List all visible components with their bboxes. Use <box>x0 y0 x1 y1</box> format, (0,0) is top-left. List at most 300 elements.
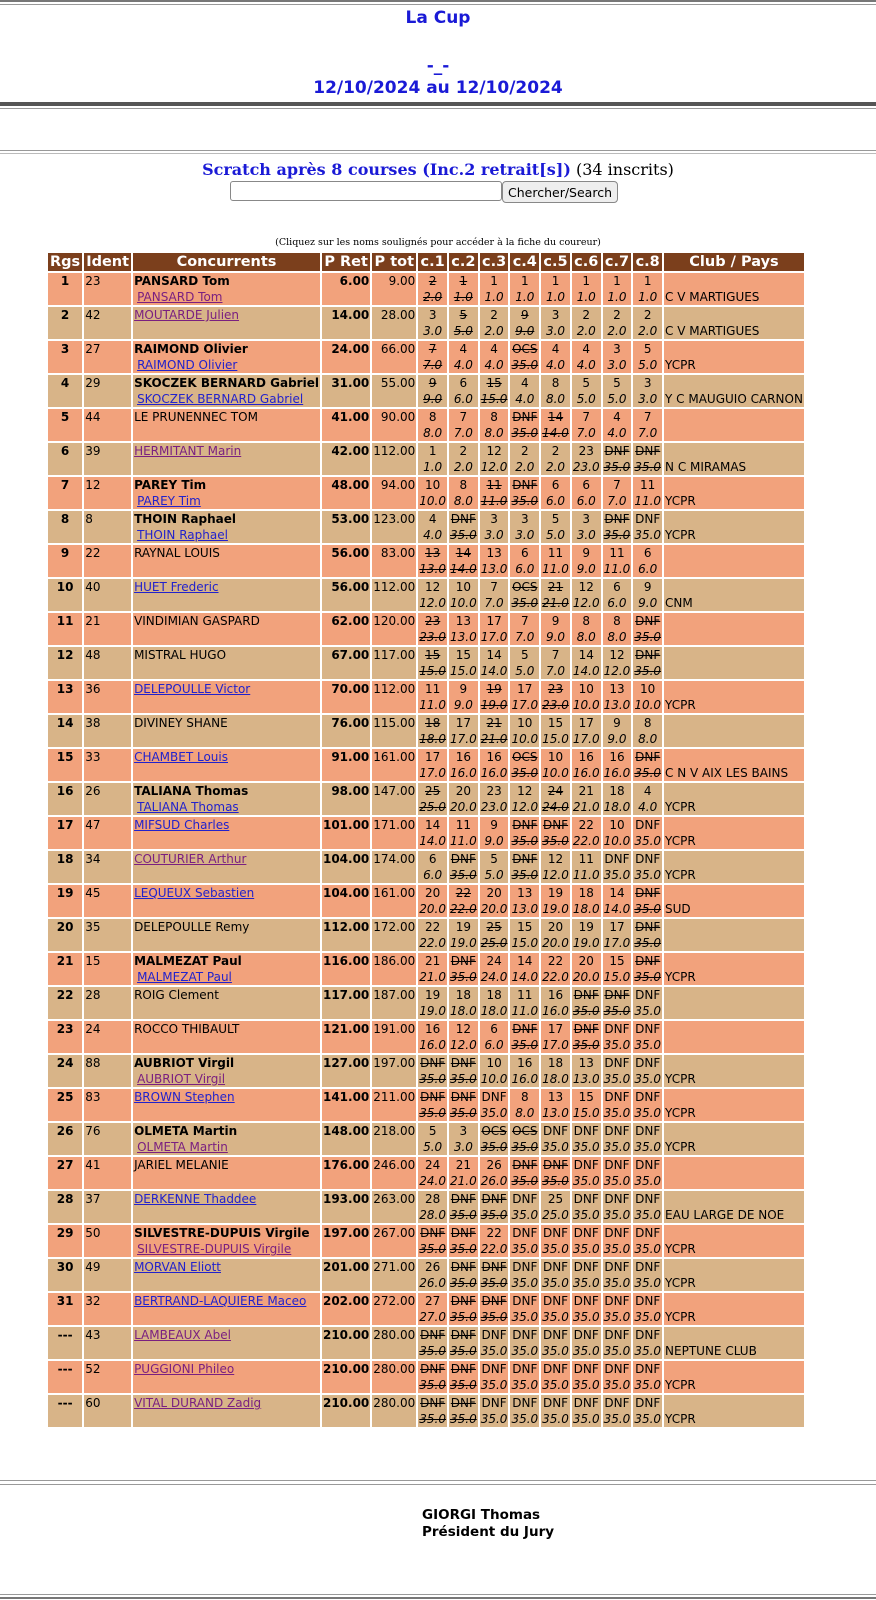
competitor-link[interactable]: LEQUEUX Sebastien <box>134 886 255 900</box>
race-place: OCS <box>481 1124 507 1138</box>
race-place: 19 <box>547 886 564 900</box>
net-points-cell: 24.00 <box>322 341 370 373</box>
race-place: 14 <box>578 648 594 662</box>
race-score: 16.0 <box>450 766 477 780</box>
race-score: 35.0 <box>572 1310 600 1324</box>
competitor-link[interactable]: MALMEZAT Paul <box>137 970 232 984</box>
race-cell <box>480 1361 509 1393</box>
race-place: 5 <box>613 376 621 390</box>
race-place: 4 <box>428 512 437 526</box>
column-header: Concurrents <box>133 253 320 271</box>
table-row <box>48 1055 804 1087</box>
race-cell <box>633 307 662 339</box>
race-place: 14 <box>609 886 625 900</box>
race-place: DNF <box>450 954 476 968</box>
competitor-cell <box>133 375 320 407</box>
race-cell <box>510 511 539 543</box>
total-points-cell: 272.00 <box>372 1293 416 1325</box>
competitor-cell <box>133 1123 320 1155</box>
race-place: 10 <box>486 1056 502 1070</box>
competitor-link-line <box>134 969 319 985</box>
table-row <box>48 477 804 509</box>
race-place: DNF <box>450 1396 476 1410</box>
race-cell <box>603 681 632 713</box>
table-row <box>48 885 804 917</box>
column-header: Rgs <box>50 254 81 270</box>
race-place: DNF <box>635 954 661 968</box>
table-row <box>48 1259 804 1291</box>
net-points-cell: 41.00 <box>322 409 370 441</box>
race-cell <box>633 1327 662 1359</box>
competitor-cell <box>133 1021 320 1053</box>
race-cell <box>510 545 539 577</box>
competitor-cell <box>133 1055 320 1087</box>
race-score: 35.0 <box>634 1038 662 1052</box>
race-score: 35.0 <box>450 970 477 984</box>
race-score: 15.0 <box>480 392 508 406</box>
race-cell <box>541 1395 570 1427</box>
competitor-wrap <box>134 715 319 747</box>
competitor-cell <box>133 953 320 985</box>
race-place: 25 <box>425 784 441 798</box>
race-place: 3 <box>643 376 652 390</box>
race-cell <box>449 307 478 339</box>
club-cell: YCPR <box>664 1225 804 1257</box>
race-place: 10 <box>425 478 441 492</box>
race-place: 19 <box>486 682 502 696</box>
table-row <box>48 817 804 849</box>
search-button[interactable]: Chercher/Search <box>502 181 618 203</box>
race-cell <box>480 443 509 475</box>
total-points-cell: 112.00 <box>372 443 416 475</box>
race-place: 6 <box>551 478 560 492</box>
net-points-cell: 56.00 <box>322 579 370 611</box>
race-score: 35.0 <box>511 1412 539 1426</box>
race-score: 13.0 <box>603 698 631 712</box>
competitor-link[interactable]: THOIN Raphael <box>137 528 228 542</box>
club-cell: YCPR <box>664 783 804 815</box>
race-place: DNF <box>481 1192 507 1206</box>
race-score: 12.0 <box>572 596 600 610</box>
ident-cell: 45 <box>84 885 131 917</box>
race-score: 20.0 <box>450 800 477 814</box>
race-score: 1.0 <box>607 290 627 304</box>
race-score: 2.0 <box>515 460 535 474</box>
race-place: DNF <box>512 1294 538 1308</box>
race-score: 35.0 <box>634 1174 662 1188</box>
race-cell <box>510 375 539 407</box>
race-place: 26 <box>486 1158 502 1172</box>
race-score: 7.0 <box>545 664 566 678</box>
race-place: DNF <box>635 988 661 1002</box>
race-score: 35.0 <box>450 1208 477 1222</box>
race-cell <box>510 987 539 1019</box>
race-cell <box>449 273 478 305</box>
race-score: 17.0 <box>572 732 600 746</box>
race-cell <box>480 341 509 373</box>
race-score: 35.0 <box>450 1242 477 1256</box>
competitor-link[interactable]: AUBRIOT Virgil <box>137 1072 226 1086</box>
race-score: 10.0 <box>603 834 631 848</box>
jury-president-name: GIORGI Thomas <box>422 1507 541 1523</box>
race-cell <box>449 885 478 917</box>
race-place: 13 <box>455 614 471 628</box>
race-cell <box>633 1157 662 1189</box>
total-points-cell: 28.00 <box>372 307 416 339</box>
ident-cell: 50 <box>84 1225 131 1257</box>
rank-cell: 8 <box>48 511 82 543</box>
net-points-cell: 127.00 <box>322 1055 370 1087</box>
race-cell <box>480 613 509 645</box>
race-place: 17 <box>425 750 441 764</box>
race-cell <box>633 1293 662 1325</box>
ident-cell: 48 <box>84 647 131 679</box>
race-cell <box>449 1225 478 1257</box>
club-cell: C V MARTIGUES <box>664 307 804 339</box>
race-score: 35.0 <box>511 1174 539 1188</box>
race-place: DNF <box>604 852 630 866</box>
race-cell <box>480 1157 509 1189</box>
club-cell <box>664 613 804 645</box>
competitor-link[interactable]: OLMETA Martin <box>137 1140 228 1154</box>
race-place: DNF <box>604 1362 630 1376</box>
competitor-cell <box>133 545 320 577</box>
competitor-link[interactable]: MORVAN Eliott <box>134 1260 221 1274</box>
race-place: 15 <box>609 954 625 968</box>
competitor-link[interactable]: RAIMOND Olivier <box>137 358 238 372</box>
competitor-cell <box>133 341 320 373</box>
total-points-cell: 171.00 <box>372 817 416 849</box>
race-place: DNF <box>481 1260 507 1274</box>
competitor-link[interactable]: CHAMBET Louis <box>134 750 228 764</box>
total-points-cell: 280.00 <box>372 1361 416 1393</box>
race-cell <box>633 953 662 985</box>
net-points-cell: 197.00 <box>322 1225 370 1257</box>
competitor-wrap <box>134 1123 319 1155</box>
race-score: 35.0 <box>603 1106 631 1120</box>
net-points-cell: 91.00 <box>322 749 370 781</box>
ident-cell: 49 <box>84 1259 131 1291</box>
race-place: DNF <box>512 478 538 492</box>
race-cell <box>603 511 632 543</box>
race-place: 12 <box>517 784 533 798</box>
competitor-link[interactable]: DERKENNE Thaddee <box>134 1192 257 1206</box>
race-place: DNF <box>420 1328 446 1342</box>
race-cell <box>541 1055 570 1087</box>
race-place: 3 <box>582 512 591 526</box>
competitor-link[interactable]: SILVESTRE-DUPUIS Virgile <box>137 1242 292 1256</box>
race-cell <box>418 273 447 305</box>
race-place: 2 <box>520 444 529 458</box>
race-score: 35.0 <box>542 1378 569 1392</box>
competitor-link-line <box>134 1139 319 1155</box>
race-cell <box>418 647 447 679</box>
column-header: c.5 <box>541 253 570 271</box>
competitor-link[interactable]: SKOCZEK BERNARD Gabriel <box>137 392 304 406</box>
race-place: 14 <box>486 648 502 662</box>
top-rule <box>0 0 876 2</box>
race-place: DNF <box>481 1362 507 1376</box>
race-place: DNF <box>604 1158 630 1172</box>
club-cell: C N V AIX LES BAINS <box>664 749 804 781</box>
race-score: 12.0 <box>511 800 539 814</box>
race-score: 35.0 <box>634 1072 662 1086</box>
race-place: 11 <box>455 818 471 832</box>
race-cell <box>480 681 509 713</box>
race-score: 26.0 <box>419 1276 446 1290</box>
race-cell <box>510 817 539 849</box>
race-place: OCS <box>512 1124 538 1138</box>
race-cell <box>572 1157 601 1189</box>
race-place: 14 <box>455 546 471 560</box>
race-cell <box>541 681 570 713</box>
net-points-cell: 48.00 <box>322 477 370 509</box>
competitor-link[interactable]: LAMBEAUX Abel <box>134 1328 231 1342</box>
competitor-link[interactable]: PAREY Tim <box>137 494 201 508</box>
race-cell <box>572 1191 601 1223</box>
race-cell <box>541 375 570 407</box>
race-cell <box>449 919 478 951</box>
race-score: 12.0 <box>480 460 508 474</box>
race-score: 20.0 <box>542 936 569 950</box>
race-cell <box>572 749 601 781</box>
race-place: 16 <box>455 750 471 764</box>
competitor-wrap <box>134 647 319 679</box>
competitor-link-line <box>134 357 319 373</box>
race-score: 2.0 <box>545 460 566 474</box>
race-score: 6.0 <box>484 1038 504 1052</box>
race-cell <box>480 1327 509 1359</box>
race-place: 12 <box>455 1022 471 1036</box>
club-cell: YCPR <box>664 851 804 883</box>
race-score: 35.0 <box>634 970 662 984</box>
race-cell <box>541 1225 570 1257</box>
race-place: DNF <box>481 1294 507 1308</box>
race-place: DNF <box>635 1328 661 1342</box>
race-place: 2 <box>551 444 560 458</box>
competitor-wrap <box>134 817 319 849</box>
race-score: 35.0 <box>450 1344 477 1358</box>
race-score: 11.0 <box>450 834 477 848</box>
competitor-cell <box>133 885 320 917</box>
club-cell <box>664 647 804 679</box>
total-points-cell: 187.00 <box>372 987 416 1019</box>
race-score: 18.0 <box>419 732 446 746</box>
race-score: 10.0 <box>542 766 569 780</box>
race-cell <box>572 1021 601 1053</box>
race-cell <box>633 375 662 407</box>
race-place: 5 <box>520 648 529 662</box>
race-score: 7.0 <box>638 426 658 440</box>
table-row <box>48 579 804 611</box>
race-cell <box>510 1123 539 1155</box>
race-place: DNF <box>481 1090 507 1104</box>
race-score: 16.0 <box>572 766 600 780</box>
competitor-link[interactable]: COUTURIER Arthur <box>134 852 247 866</box>
race-place: DNF <box>450 1192 476 1206</box>
ident-cell: 29 <box>84 375 131 407</box>
race-score: 3.0 <box>515 528 535 542</box>
ident-cell: 39 <box>84 443 131 475</box>
race-place: 16 <box>609 750 625 764</box>
race-place: 23 <box>425 614 441 628</box>
race-cell <box>418 1021 447 1053</box>
competitor-link[interactable]: MOUTARDE Julien <box>134 308 240 322</box>
competitor-link[interactable]: PANSARD Tom <box>137 290 223 304</box>
club-cell: YCPR <box>664 1089 804 1121</box>
race-place: DNF <box>635 1090 661 1104</box>
race-place: 22 <box>578 818 594 832</box>
race-place: 7 <box>643 410 652 424</box>
race-score: 35.0 <box>542 1276 569 1290</box>
race-score: 18.0 <box>450 1004 477 1018</box>
race-score: 10.0 <box>419 494 446 508</box>
race-cell <box>480 953 509 985</box>
race-cell <box>633 1123 662 1155</box>
race-score: 35.0 <box>511 1276 539 1290</box>
ident-cell: 52 <box>84 1361 131 1393</box>
race-score: 13.0 <box>450 630 477 644</box>
competitor-wrap <box>134 1361 319 1393</box>
race-score: 35.0 <box>634 1140 662 1154</box>
race-cell <box>480 1395 509 1427</box>
race-place: 10 <box>640 682 656 696</box>
race-place: 9 <box>520 308 529 322</box>
column-header: c.4 <box>510 253 539 271</box>
race-cell <box>633 613 662 645</box>
race-cell <box>418 375 447 407</box>
race-place: 21 <box>547 580 564 594</box>
race-score: 14.0 <box>419 834 446 848</box>
race-score: 35.0 <box>603 1378 631 1392</box>
net-points-cell: 141.00 <box>322 1089 370 1121</box>
competitor-link[interactable]: PUGGIONI Phileo <box>134 1362 235 1376</box>
race-place: 23 <box>486 784 502 798</box>
race-place: DNF <box>420 1090 446 1104</box>
race-cell <box>418 783 447 815</box>
race-place: 1 <box>551 274 560 288</box>
ident-cell: 42 <box>84 307 131 339</box>
race-score: 23.0 <box>480 800 508 814</box>
competitor-link[interactable]: DELEPOULLE Victor <box>134 682 251 696</box>
race-cell <box>449 1123 478 1155</box>
race-score: 14.0 <box>480 664 508 678</box>
race-place: DNF <box>604 1124 630 1138</box>
competitor-wrap <box>134 681 319 713</box>
race-cell <box>510 919 539 951</box>
race-score: 2.0 <box>638 324 658 338</box>
race-score: 35.0 <box>603 1242 631 1256</box>
race-score: 35.0 <box>450 528 477 542</box>
club-cell: YCPR <box>664 1395 804 1427</box>
rank-cell: 17 <box>48 817 82 849</box>
competitor-link[interactable]: BROWN Stephen <box>134 1090 235 1104</box>
race-place: DNF <box>635 1396 661 1410</box>
race-place: 8 <box>643 716 652 730</box>
ident-cell: 43 <box>84 1327 131 1359</box>
race-place: DNF <box>512 1022 538 1036</box>
race-cell <box>603 851 632 883</box>
race-cell <box>603 477 632 509</box>
competitor-link[interactable]: VITAL DURAND Zadig <box>134 1396 262 1410</box>
race-score: 10.0 <box>572 698 600 712</box>
competitor-link[interactable]: MIFSUD Charles <box>134 818 230 832</box>
table-row <box>48 1225 804 1257</box>
ident-cell: 21 <box>84 613 131 645</box>
race-score: 1.0 <box>453 290 473 304</box>
race-score: 5.0 <box>423 1140 443 1154</box>
race-score: 8.0 <box>484 426 504 440</box>
race-place: OCS <box>512 750 538 764</box>
ident-cell: 60 <box>84 1395 131 1427</box>
search-input[interactable] <box>230 181 502 201</box>
club-cell <box>664 409 804 441</box>
race-cell <box>449 1361 478 1393</box>
race-place: 18 <box>609 784 625 798</box>
competitor-link[interactable]: HERMITANT Marin <box>134 444 242 458</box>
race-score: 9.0 <box>423 392 443 406</box>
race-place: DNF <box>573 1396 599 1410</box>
net-points-cell: 121.00 <box>322 1021 370 1053</box>
race-score: 35.0 <box>634 664 662 678</box>
club-cell: YCPR <box>664 341 804 373</box>
race-cell <box>572 919 601 951</box>
race-score: 35.0 <box>511 1208 539 1222</box>
ident-cell: 88 <box>84 1055 131 1087</box>
race-place: DNF <box>573 1022 599 1036</box>
race-score: 35.0 <box>634 1004 662 1018</box>
club-cell: SUD <box>664 885 804 917</box>
rank-cell: 12 <box>48 647 82 679</box>
race-place: DNF <box>604 988 630 1002</box>
race-place: 9 <box>490 818 498 832</box>
race-cell <box>572 307 601 339</box>
race-score: 35.0 <box>603 1276 631 1290</box>
competitor-link[interactable]: TALIANA Thomas <box>137 800 239 814</box>
rank-cell: 21 <box>48 953 82 985</box>
race-place: DNF <box>542 1396 569 1410</box>
race-place: OCS <box>512 342 538 356</box>
race-score: 1.0 <box>484 290 504 304</box>
race-cell <box>603 1361 632 1393</box>
competitor-cell <box>133 681 320 713</box>
competitor-link[interactable]: HUET Frederic <box>134 580 219 594</box>
race-score: 20.0 <box>480 902 508 916</box>
race-place: 15 <box>455 648 471 662</box>
ident-cell: 15 <box>84 953 131 985</box>
race-place: DNF <box>573 1362 599 1376</box>
race-place: DNF <box>635 1362 661 1376</box>
total-points-cell: 55.00 <box>372 375 416 407</box>
race-cell <box>449 1327 478 1359</box>
table-row <box>48 443 804 475</box>
race-cell <box>572 613 601 645</box>
race-cell <box>541 511 570 543</box>
total-points-cell: 280.00 <box>372 1327 416 1359</box>
competitor-link[interactable]: BERTRAND-LAQUIERE Maceo <box>134 1294 307 1308</box>
table-row <box>48 1157 804 1189</box>
race-place: 12 <box>547 852 564 866</box>
race-score: 35.0 <box>480 1140 508 1154</box>
race-score: 6.0 <box>545 494 566 508</box>
club-cell: YCPR <box>664 477 804 509</box>
race-score: 24.0 <box>542 800 569 814</box>
race-score: 35.0 <box>450 1412 477 1426</box>
race-cell <box>418 1293 447 1325</box>
race-place: 25 <box>547 1192 564 1206</box>
race-place: 3 <box>459 1124 468 1138</box>
competitor-wrap <box>134 579 319 611</box>
